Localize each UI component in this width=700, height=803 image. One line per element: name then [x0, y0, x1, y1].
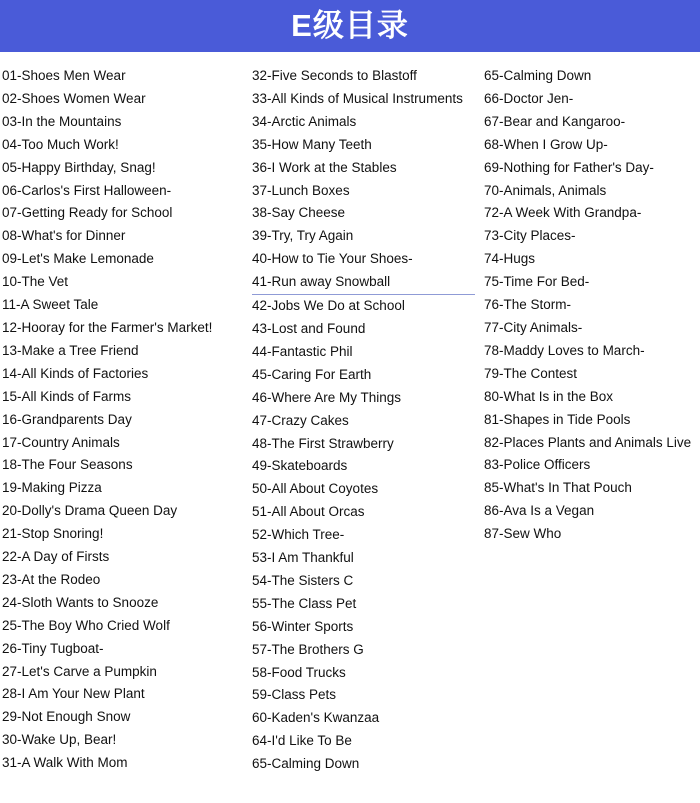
list-item: 86-Ava Is a Vegan — [484, 503, 595, 519]
list-item: 10-The Vet — [2, 274, 69, 290]
list-item: 07-Getting Ready for School — [2, 205, 173, 221]
list-item: 56-Winter Sports — [252, 618, 354, 634]
list-item: 24-Sloth Wants to Snooze — [2, 594, 159, 610]
list-item: 14-All Kinds of Factories — [2, 365, 149, 381]
list-item: 04-Too Much Work! — [2, 136, 119, 152]
list-item: 83-Police Officers — [484, 457, 591, 473]
list-item: 74-Hugs — [484, 251, 536, 267]
list-item: 34-Arctic Animals — [252, 113, 357, 129]
list-item: 70-Animals, Animals — [484, 182, 607, 198]
list-item: 47-Crazy Cakes — [252, 412, 349, 428]
list-item: 02-Shoes Women Wear — [2, 90, 146, 106]
list-item: 39-Try, Try Again — [252, 228, 354, 244]
list-item: 81-Shapes in Tide Pools — [484, 411, 631, 427]
list-item: 76-The Storm- — [484, 297, 572, 313]
list-item: 36-I Work at the Stables — [252, 159, 397, 175]
list-item: 20-Dolly's Drama Queen Day — [2, 503, 178, 519]
list-item: 44-Fantastic Phil — [252, 343, 353, 359]
list-item: 65-Calming Down — [484, 68, 592, 83]
list-item: 08-What's for Dinner — [2, 228, 126, 244]
page-title-bar — [0, 0, 700, 52]
list-item: 80-What Is in the Box — [484, 388, 614, 404]
list-item: 18-The Four Seasons — [2, 457, 133, 473]
list-item: 37-Lunch Boxes — [252, 182, 350, 198]
list-item: 05-Happy Birthday, Snag! — [2, 159, 156, 175]
list-item: 85-What's In That Pouch — [484, 480, 632, 496]
list-item: 23-At the Rodeo — [2, 571, 101, 587]
list-item: 53-I Am Thankful — [252, 550, 354, 566]
list-item: 54-The Sisters C — [252, 572, 354, 588]
list-item: 79-The Contest — [484, 365, 578, 381]
list-item: 40-How to Tie Your Shoes- — [252, 251, 413, 267]
list-item: 26-Tiny Tugboat- — [2, 640, 104, 656]
list-item: 65-Calming Down — [252, 756, 360, 772]
list-item: 32-Five Seconds to Blastoff — [252, 68, 417, 83]
list-item: 67-Bear and Kangaroo- — [484, 113, 626, 129]
list-item: 03-In the Mountains — [2, 113, 122, 129]
list-item: 01-Shoes Men Wear — [2, 68, 126, 83]
list-item: 35-How Many Teeth — [252, 136, 372, 152]
list-item: 87-Sew Who — [484, 526, 562, 542]
list-item: 77-City Animals- — [484, 319, 583, 335]
list-item: 59-Class Pets — [252, 687, 337, 703]
list-item: 50-All About Coyotes — [252, 481, 379, 497]
page-title: E级目录 — [291, 8, 409, 43]
list-item: 29-Not Enough Snow — [2, 709, 131, 725]
list-item: 31-A Walk With Mom — [2, 755, 128, 771]
list-item: 58-Food Trucks — [252, 664, 346, 680]
list-item: 66-Doctor Jen- — [484, 90, 574, 106]
list-item: 82-Places Plants and Animals Live — [484, 434, 692, 450]
list-item: 69-Nothing for Father's Day- — [484, 159, 654, 175]
list-item: 64-I'd Like To Be — [252, 733, 352, 749]
list-item: 17-Country Animals — [2, 434, 120, 450]
list-item: 75-Time For Bed- — [484, 274, 590, 290]
list-item: 41-Run away Snowball — [252, 271, 475, 295]
list-item: 42-Jobs We Do at School — [252, 298, 405, 314]
catalog-columns — [0, 52, 700, 776]
list-item: 28-I Am Your New Plant — [2, 686, 145, 702]
list-item: 15-All Kinds of Farms — [2, 388, 132, 404]
list-item: 72-A Week With Grandpa- — [484, 205, 642, 221]
list-item: 06-Carlos's First Halloween- — [2, 182, 172, 198]
list-item: 19-Making Pizza — [2, 480, 102, 496]
list-item: 13-Make a Tree Friend — [2, 342, 139, 358]
list-item: 33-All Kinds of Musical Instruments — [252, 90, 463, 106]
list-item: 73-City Places- — [484, 228, 576, 244]
list-item: 78-Maddy Loves to March- — [484, 342, 645, 358]
list-item: 52-Which Tree- — [252, 527, 345, 543]
catalog-column-3 — [484, 65, 700, 546]
list-item: 60-Kaden's Kwanzaa — [252, 710, 380, 726]
list-item: 38-Say Cheese — [252, 205, 346, 221]
list-item: 49-Skateboards — [252, 458, 348, 474]
list-item: 22-A Day of Firsts — [2, 549, 110, 565]
list-item: 48-The First Strawberry — [252, 435, 394, 451]
list-item: 43-Lost and Found — [252, 320, 366, 336]
list-item: 55-The Class Pet — [252, 595, 357, 611]
list-item: 21-Stop Snoring! — [2, 526, 104, 542]
catalog-column-2 — [248, 65, 484, 776]
list-item: 51-All About Orcas — [252, 504, 365, 520]
list-item: 45-Caring For Earth — [252, 366, 372, 382]
catalog-column-1 — [0, 65, 248, 775]
list-item: 27-Let's Carve a Pumpkin — [2, 663, 157, 679]
list-item: 57-The Brothers G — [252, 641, 364, 657]
list-item: 30-Wake Up, Bear! — [2, 732, 117, 748]
list-item: 25-The Boy Who Cried Wolf — [2, 617, 170, 633]
list-item: 68-When I Grow Up- — [484, 136, 608, 152]
list-item: 09-Let's Make Lemonade — [2, 251, 154, 267]
list-item: 16-Grandparents Day — [2, 411, 132, 427]
list-item: 12-Hooray for the Farmer's Market! — [2, 319, 213, 335]
list-item: 11-A Sweet Tale — [2, 297, 99, 313]
list-item: 46-Where Are My Things — [252, 389, 402, 405]
